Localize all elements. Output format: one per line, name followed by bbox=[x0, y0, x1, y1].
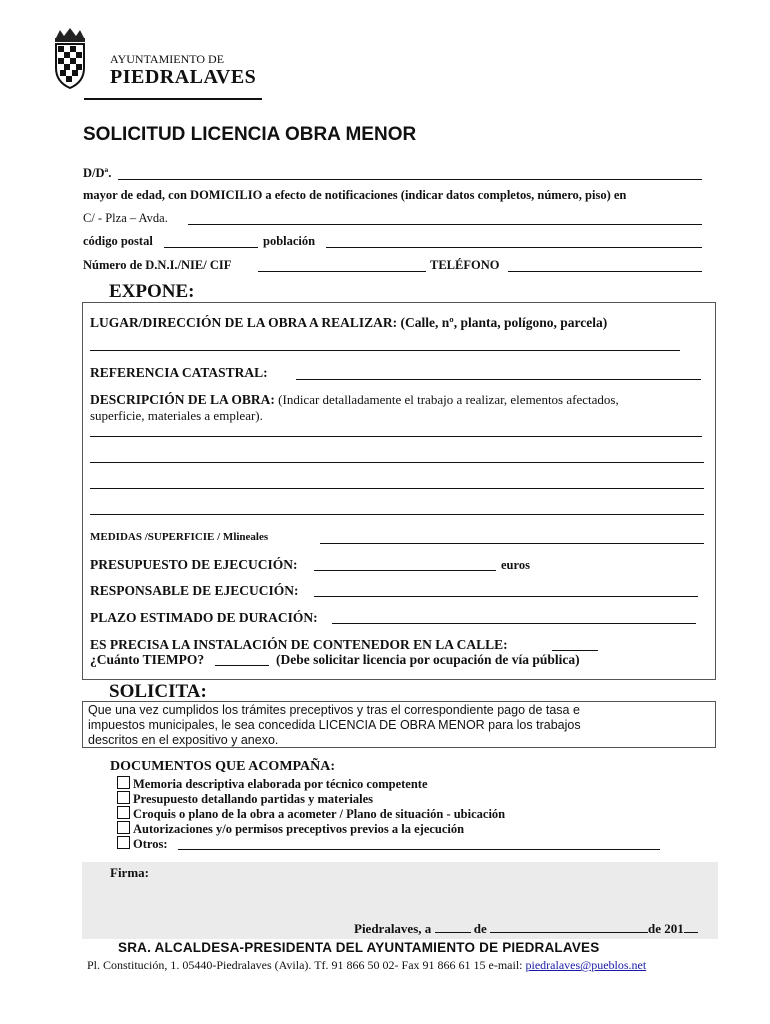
description-line bbox=[90, 392, 619, 408]
phone-field[interactable] bbox=[508, 271, 702, 272]
checkbox[interactable] bbox=[117, 791, 130, 804]
solicita-heading: SOLICITA: bbox=[109, 681, 207, 702]
cadastral-field[interactable] bbox=[296, 379, 701, 380]
checkbox[interactable] bbox=[117, 776, 130, 789]
cadastral-label: REFERENCIA CATASTRAL: bbox=[90, 365, 268, 380]
time-note: (Debe solicitar licencia por ocupación de vía pública) bbox=[276, 652, 580, 667]
doc-item-presupuesto[interactable] bbox=[117, 791, 373, 807]
deadline-label: PLAZO ESTIMADO DE DURACIÓN: bbox=[90, 610, 318, 625]
coat-of-arms-logo bbox=[50, 28, 90, 90]
dni-field[interactable] bbox=[258, 271, 426, 272]
address-intro: mayor de edad, con DOMICILIO a efecto de notificaciones (indicar datos completos, número, piso) en bbox=[83, 188, 627, 202]
responsible-label: RESPONSABLE DE EJECUCIÓN: bbox=[90, 583, 299, 598]
town-label: población bbox=[263, 234, 316, 248]
time-label: ¿Cuánto TIEMPO? bbox=[90, 652, 205, 667]
de-label: de bbox=[473, 921, 487, 936]
street-field[interactable] bbox=[188, 224, 702, 225]
location-field[interactable] bbox=[90, 350, 680, 351]
phone-label: TELÉFONO bbox=[430, 258, 500, 272]
time-field[interactable] bbox=[215, 665, 269, 666]
location-label: LUGAR/DIRECCIÓN DE LA OBRA A REALIZAR: (Calle, nº, planta, polígono, parcela) bbox=[90, 315, 608, 330]
expone-heading: EXPONE: bbox=[109, 281, 195, 302]
description-field-1[interactable] bbox=[90, 436, 702, 437]
measures-label: MEDIDAS /SUPERFICIE / Mlineales bbox=[90, 531, 269, 543]
budget-label: PRESUPUESTO DE EJECUCIÓN: bbox=[90, 557, 298, 572]
addressee: SRA. ALCALDESA-PRESIDENTA DEL AYUNTAMIENTO DE PIEDRALAVES bbox=[118, 940, 600, 955]
solicita-line-2: impuestos municipales, le sea concedida LICENCIA DE OBRA MENOR para los trabajos bbox=[88, 718, 581, 732]
place-label: Piedralaves, a bbox=[354, 921, 432, 936]
description-hint-2: superficie, materiales a emplear). bbox=[90, 408, 263, 423]
doc-item-otros[interactable] bbox=[117, 836, 168, 852]
description-field-2[interactable] bbox=[90, 462, 704, 463]
name-field[interactable] bbox=[118, 179, 702, 180]
place-date-line bbox=[354, 921, 698, 937]
responsible-field[interactable] bbox=[314, 596, 698, 597]
documents-heading: DOCUMENTOS QUE ACOMPAÑA: bbox=[110, 759, 336, 774]
solicita-line-3: descritos en el expositivo y anexo. bbox=[88, 733, 279, 747]
month-field[interactable] bbox=[490, 932, 648, 933]
street-label: C/ - Plza – Avda. bbox=[83, 211, 168, 225]
container-field[interactable] bbox=[552, 650, 598, 651]
doc-item-memoria[interactable] bbox=[117, 776, 428, 792]
dni-label: Número de D.N.I./NIE/ CIF bbox=[83, 258, 232, 272]
signature-label: Firma: bbox=[110, 865, 149, 880]
doc-item-label: Memoria descriptiva elaborada por técnico competente bbox=[133, 777, 428, 791]
doc-item-label: Presupuesto detallando partidas y materiales bbox=[133, 792, 374, 806]
solicita-line-1: Que una vez cumplidos los trámites preceptivos y tras el correspondiente pago de tasa e bbox=[88, 703, 580, 717]
org-name: PIEDRALAVES bbox=[110, 66, 257, 88]
postal-field[interactable] bbox=[164, 247, 258, 248]
description-field-4[interactable] bbox=[90, 514, 704, 515]
doc-item-label: Otros: bbox=[133, 837, 168, 851]
org-prefix: AYUNTAMIENTO DE bbox=[110, 52, 225, 66]
page-title: SOLICITUD LICENCIA OBRA MENOR bbox=[83, 124, 417, 145]
description-label: DESCRIPCIÓN DE LA OBRA: bbox=[90, 392, 275, 407]
description-hint: (Indicar detalladamente el trabajo a realizar, elementos afectados, bbox=[278, 392, 619, 407]
deadline-field[interactable] bbox=[332, 623, 696, 624]
email-link[interactable]: piedralaves@pueblos.net bbox=[525, 958, 647, 972]
name-label: D/Dª. bbox=[83, 166, 112, 180]
year-label: de 201 bbox=[648, 921, 684, 936]
town-field[interactable] bbox=[326, 247, 702, 248]
checkbox[interactable] bbox=[117, 836, 130, 849]
checkbox[interactable] bbox=[117, 806, 130, 819]
doc-item-croquis[interactable] bbox=[117, 806, 505, 822]
budget-field[interactable] bbox=[314, 570, 496, 571]
otros-field[interactable] bbox=[178, 849, 660, 850]
contact-info: Pl. Constitución, 1. 05440-Piedralaves (Avila). Tf. 91 866 50 02- Fax 91 866 61 15 e-mail: bbox=[87, 958, 523, 972]
contact-line bbox=[87, 958, 646, 973]
doc-item-label: Croquis o plano de la obra a acometer / Plano de situación - ubicación bbox=[133, 807, 506, 821]
doc-item-autorizaciones[interactable] bbox=[117, 821, 464, 837]
header-divider bbox=[84, 98, 262, 100]
measures-field[interactable] bbox=[320, 543, 704, 544]
checkbox[interactable] bbox=[117, 821, 130, 834]
year-field[interactable] bbox=[684, 932, 698, 933]
description-field-3[interactable] bbox=[90, 488, 704, 489]
doc-item-label: Autorizaciones y/o permisos preceptivos previos a la ejecución bbox=[133, 822, 465, 836]
budget-unit: euros bbox=[501, 558, 530, 572]
postal-label: código postal bbox=[83, 234, 153, 248]
container-label: ES PRECISA LA INSTALACIÓN DE CONTENEDOR EN LA CALLE: bbox=[90, 637, 508, 652]
day-field[interactable] bbox=[435, 932, 471, 933]
